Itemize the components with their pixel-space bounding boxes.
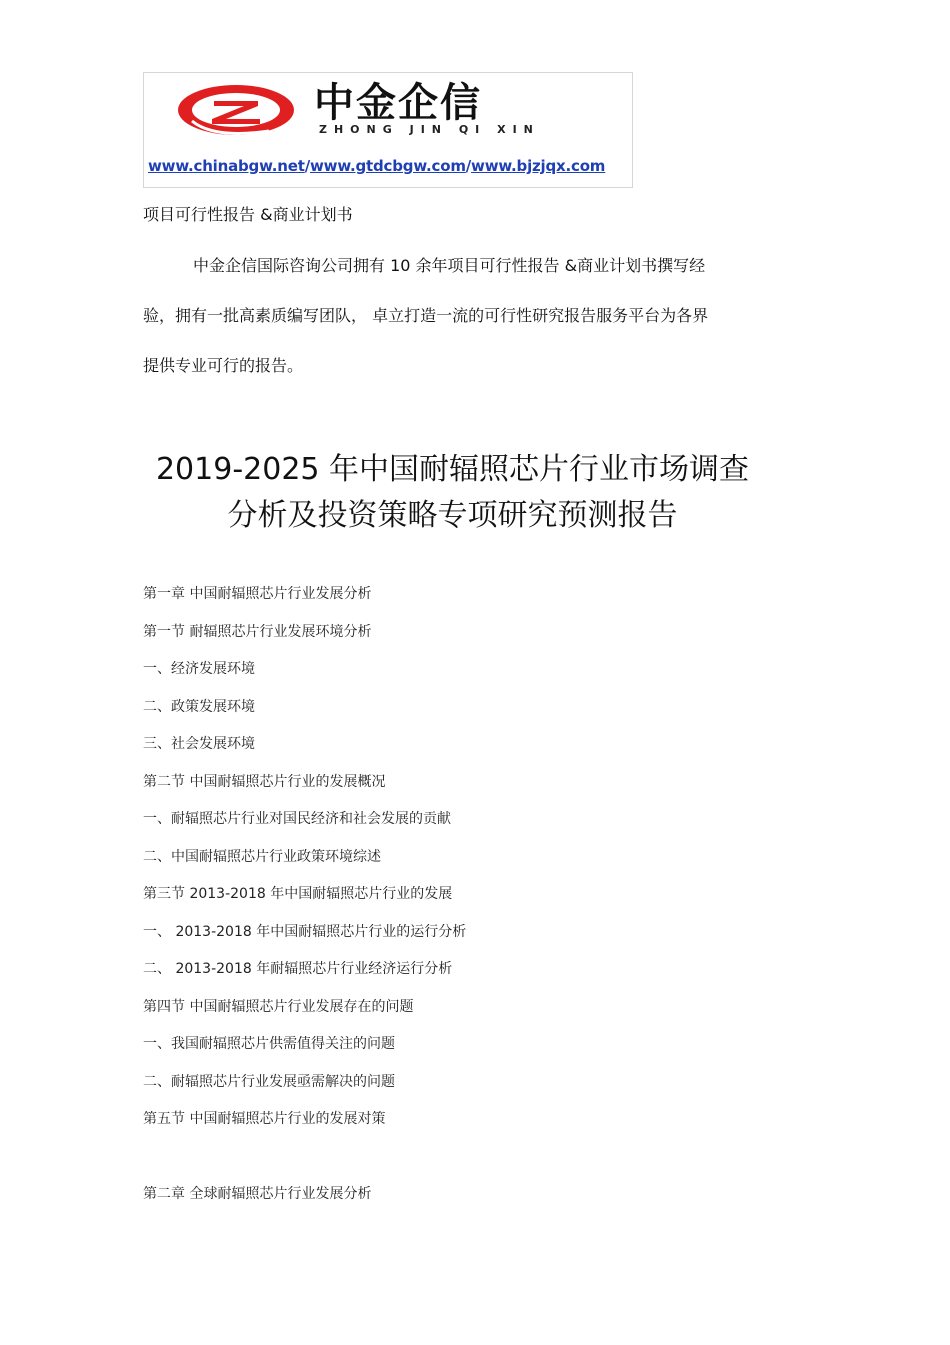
toc-item: 第五节 中国耐辐照芯片行业的发展对策 — [143, 1111, 386, 1127]
company-logo-icon — [174, 81, 299, 139]
toc-item: 一、我国耐辐照芯片供需值得关注的问题 — [143, 1036, 395, 1052]
toc-item: 一、耐辐照芯片行业对国民经济和社会发展的贡献 — [143, 811, 451, 827]
company-name-pinyin: ZHONG JIN QI XIN — [319, 123, 540, 136]
toc-item: 第三节 2013-2018 年中国耐辐照芯片行业的发展 — [143, 886, 453, 902]
website-link-2[interactable]: www.gtdcbgw.com — [310, 157, 466, 175]
url-separator: / — [465, 157, 472, 175]
toc-item: 第四节 中国耐辐照芯片行业发展存在的问题 — [143, 998, 414, 1015]
company-name-cn: 中金企信 — [314, 80, 482, 126]
toc-item: 二、耐辐照芯片行业发展亟需解决的问题 — [143, 1073, 395, 1090]
toc-item: 二、中国耐辐照芯片行业政策环境综述 — [143, 848, 381, 865]
service-caption: 项目可行性报告 &商业计划书 — [143, 205, 353, 224]
report-title-line-2: 分析及投资策略专项研究预测报告 — [227, 498, 678, 533]
toc-item: 一、经济发展环境 — [143, 661, 255, 677]
intro-line-3: 提供专业可行的报告。 — [143, 356, 304, 375]
toc-item: 第二节 中国耐辐照芯片行业的发展概况 — [143, 773, 386, 790]
toc-item: 二、 2013-2018 年耐辐照芯片行业经济运行分析 — [143, 961, 453, 977]
intro-line-2: 验，拥有一批高素质编写团队， 卓立打造一流的可行性研究报告服务平台为各界 — [143, 306, 709, 325]
toc-item: 第一节 耐辐照芯片行业发展环境分析 — [143, 623, 372, 640]
toc-chapter-2: 第二章 全球耐辐照芯片行业发展分析 — [143, 1186, 372, 1202]
toc-item: 二、政策发展环境 — [143, 698, 255, 715]
website-links — [148, 157, 605, 175]
website-link-1[interactable]: www.chinabgw.net — [148, 157, 305, 175]
toc-item: 一、 2013-2018 年中国耐辐照芯片行业的运行分析 — [143, 923, 467, 940]
toc-item: 三、社会发展环境 — [143, 736, 255, 752]
toc-item: 第一章 中国耐辐照芯片行业发展分析 — [143, 586, 372, 602]
intro-line-1: 中金企信国际咨询公司拥有 10 余年项目可行性报告 &商业计划书撰写经 — [193, 256, 706, 275]
report-title-line-1: 2019-2025 年中国耐辐照芯片行业市场调查 — [155, 452, 750, 487]
company-logo-banner — [143, 72, 633, 188]
url-separator: / — [304, 157, 310, 175]
table-of-contents — [143, 583, 466, 1146]
website-link-3[interactable]: www.bjzjqx.com — [471, 157, 606, 175]
